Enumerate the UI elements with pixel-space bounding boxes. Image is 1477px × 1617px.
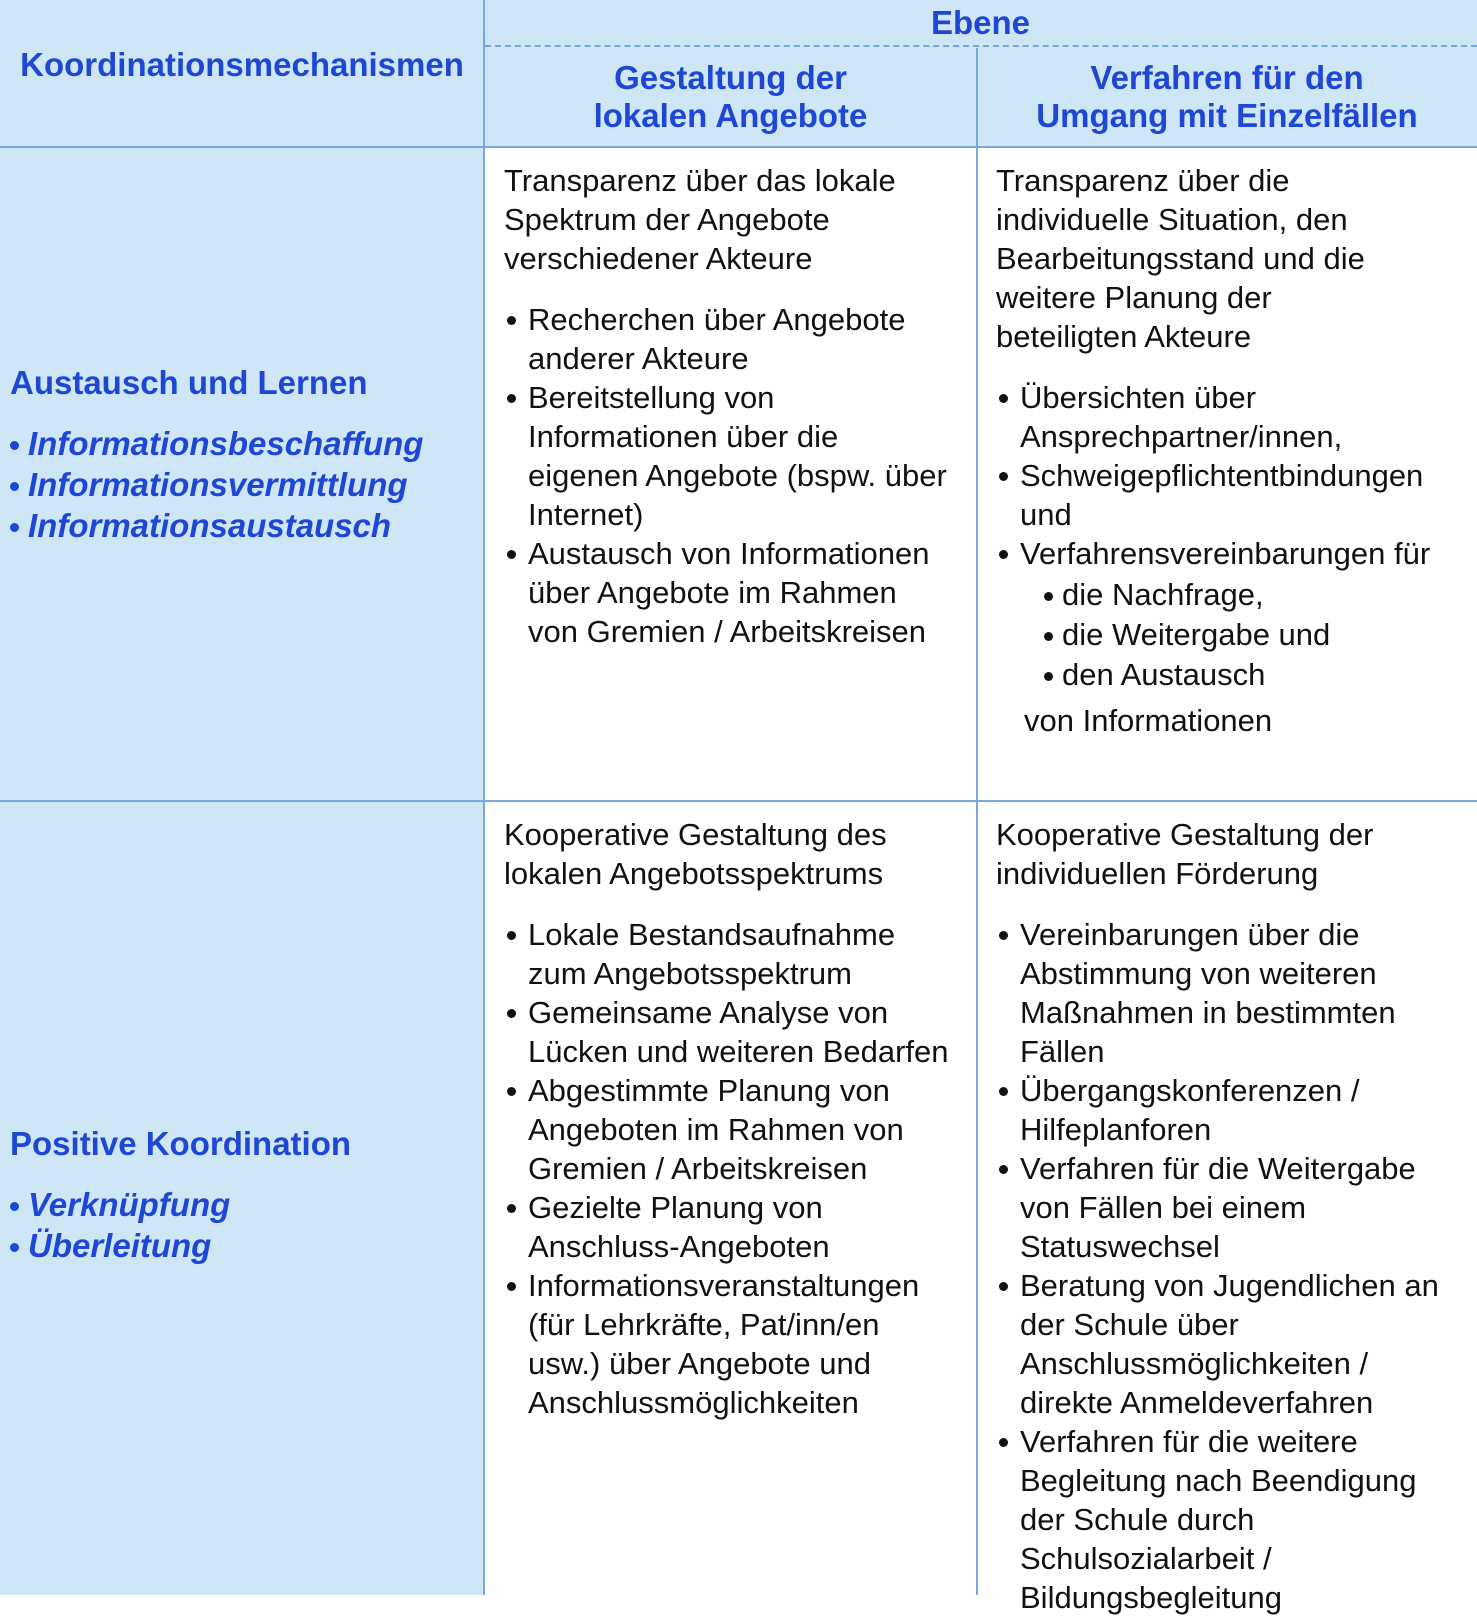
row2-mechanism-title: Positive Koordination [10,1125,352,1162]
row2-mechanism-list [10,1184,351,1266]
list-item: Informationsveranstaltungen (für Lehrkräfte, Pat/inn/en usw.) über Angebote und Anschlussmöglichkeiten [504,1266,954,1422]
list-item: Übersichten über Ansprechpartner/innen, [996,378,1440,456]
list-item: die Weitergabe und [1044,615,1469,655]
row2-col1-list [504,915,954,1422]
divider [0,146,1477,148]
list-item: Beratung von Jugendlichen an der Schule über Anschlussmöglichkeiten / direkte Anmeldeverfahren [996,1266,1466,1422]
row1-mechanism-cell [0,147,484,801]
header-mechanisms-cell [0,0,484,147]
list-item: Informationsbeschaffung [10,423,423,464]
list-item: die Nachfrage, [1044,575,1469,615]
row1-col2-trailing: von Informationen [1024,703,1273,738]
list-item: Austausch von Informationen über Angebote im Rahmen von Gremien / Arbeitskreisen [504,534,954,651]
row1-col2-cell [979,149,1477,801]
row1-col2-sublist [996,575,1469,695]
list-item: Vereinbarungen über die Abstimmung von weiteren Maßnahmen in bestimmten Fällen [996,915,1466,1071]
list-item: Überleitung [10,1225,351,1266]
row2-col1-intro: Kooperative Gestaltung des lokalen Angebotsspektrums [504,817,887,891]
divider [976,48,978,1595]
row2-col1-cell [486,803,977,1595]
list-item: Schweigepflichtentbindungen und [996,456,1466,534]
list-item: den Austausch [1044,655,1469,695]
header-mechanisms: Koordinationsmechanismen [20,46,464,83]
list-item: Verfahren für die Weitergabe von Fällen bei einem Statuswechsel [996,1149,1466,1266]
list-item: Bereitstellung von Informationen über die eigenen Angebote (bspw. über Internet) [504,378,954,534]
list-item: Informationsaustausch [10,505,423,546]
divider [485,45,1477,47]
header-col2: Verfahren für den Umgang mit Einzelfällen [1036,59,1418,134]
header-level-cell [484,0,1477,147]
header-level: Ebene [930,4,1031,41]
list-item: Abgestimmte Planung von Angeboten im Rahmen von Gremien / Arbeitskreisen [504,1071,954,1188]
list-item: Gemeinsame Analyse von Lücken und weiteren Bedarfen [504,993,954,1071]
row2-col2-list [996,915,1466,1617]
row1-col1-intro: Transparenz über das lokale Spektrum der Angebote verschiedener Akteure [504,163,896,276]
divider [0,800,1477,802]
list-item: Gezielte Planung von Anschluss-Angeboten [504,1188,954,1266]
list-item: Verfahren für die weitere Begleitung nach Beendigung der Schule durch Schulsozialarbeit / Bildungsbegleitung [996,1422,1466,1617]
row1-col2-intro: Transparenz über die individuelle Situation, den Bearbeitungsstand und die weitere Planung der beteiligten Akteure [996,163,1365,354]
list-item: Verfahrensvereinbarungen für [996,534,1440,573]
list-item: Recherchen über Angebote anderer Akteure [504,300,954,378]
row1-mechanism-list [10,423,423,546]
row1-col2-list [996,378,1466,573]
list-item: Lokale Bestandsaufnahme zum Angebotsspektrum [504,915,954,993]
row2-mechanism-cell [0,801,484,1595]
row1-col1-cell [486,149,977,801]
list-item: Informationsvermittlung [10,464,423,505]
row1-mechanism-title: Austausch und Lernen [10,364,368,401]
divider [483,0,485,1595]
row1-col1-list [504,300,954,651]
row2-col2-cell [979,803,1477,1615]
list-item: Verknüpfung [10,1184,351,1225]
list-item: Übergangskonferenzen / Hilfeplanforen [996,1071,1466,1149]
row2-col2-intro: Kooperative Gestaltung der individuellen Förderung [996,817,1374,891]
header-col1: Gestaltung der lokalen Angebote [593,59,868,134]
